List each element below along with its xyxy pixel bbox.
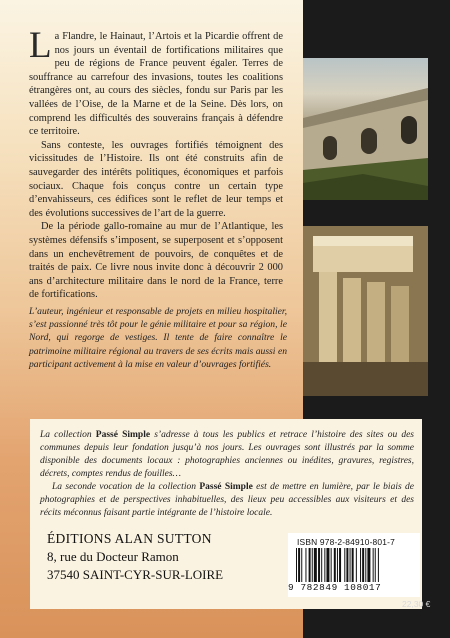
barcode-block xyxy=(288,533,420,597)
collection-paragraph-1: La collection Passé Simple s’adresse à tous les publics et retrace l’histoire des sites ou des communes depuis leur fondation jusqu’à nos jours. Les ouvrages sont illustrés par la somme disponible des documents locaux : photographies anciennes ou inédites, gravures, registres, décrets, comptes rendus de fouilles… xyxy=(40,430,414,479)
intro-text xyxy=(29,25,283,302)
collection-name: Passé Simple xyxy=(95,430,151,440)
isbn-label: ISBN 978-2-84910-801-7 xyxy=(297,537,395,547)
intro-paragraph-3: De la période gallo-romaine au mur de l’Atlantique, les systèmes défensifs s’imposent, se superposent et s’opposent dans un enchevêtrement de pouvoirs, de conquêtes et de traités de paix. Ce livre nous invite donc à découvrir 2 000 ans d’architecture militaire dans le nord de la France, terre de fortifications. xyxy=(29,221,283,301)
publisher-name: ÉDITIONS ALAN SUTTON xyxy=(47,531,212,546)
drop-cap: L xyxy=(29,25,52,66)
publisher-city: 37540 SAINT-CYR-SUR-LOIRE xyxy=(47,567,224,582)
publisher-address xyxy=(47,530,223,584)
author-bio: L’auteur, ingénieur et responsable de projets en milieu hospitalier, s’est passionné très tôt pour le génie militaire et pour sa région, le Nord, qui regorge de vestiges. Il tente de faire connaître le patrimoine militaire régional au travers de ses écrits mais aussi en participant activement à la mise en valeur d’ouvrages fortifiés. xyxy=(29,306,287,370)
collection-description xyxy=(40,429,414,520)
collection-name: Passé Simple xyxy=(199,482,253,492)
collection-info-box xyxy=(30,419,422,609)
price-label: 22,30 € xyxy=(402,599,431,609)
fortress-wall-photo xyxy=(303,58,428,200)
intro-paragraph-2: Sans conteste, les ouvrages fortifiés témoignent des vicissitudes de l’Histoire. Ils ont été construits afin de sauvegarder des intérêts politiques, économiques et parfois sociaux. Chaque fois conçus contre un certain type d’envahisseurs, ces édifices sont le reflet de leur temps et des évolutions successives de l’art de la guerre. xyxy=(29,139,283,219)
intro-paragraph-1: La Flandre, le Hainaut, l’Artois et la Picardie offrent de nos jours un éventail de fortifications militaires que peu de régions de France peuvent égaler. Terres de souffrance au carrefour des invasions, toutes les coalitions étrangères ont, au cours des siècles, fondu sur Paris par les vallées de l’Oise, de la Marne et de la Seine. Dès lors, on comprend les difficultés des souverains français à défendre ce territoire. xyxy=(29,25,283,138)
stone-casemate-photo xyxy=(303,226,428,396)
barcode-digits: 9 782849 108017 xyxy=(288,582,382,593)
collection-paragraph-2: La seconde vocation de la collection Passé Simple est de mettre en lumière, par le biais de photographies et de perspectives inhabituelles, des lieux peu accessibles aux visiteurs et des récits méconnus faisant partie intégrante de l’histoire locale. xyxy=(40,482,414,518)
barcode-icon xyxy=(296,548,414,582)
publisher-street: 8, rue du Docteur Ramon xyxy=(47,549,179,564)
